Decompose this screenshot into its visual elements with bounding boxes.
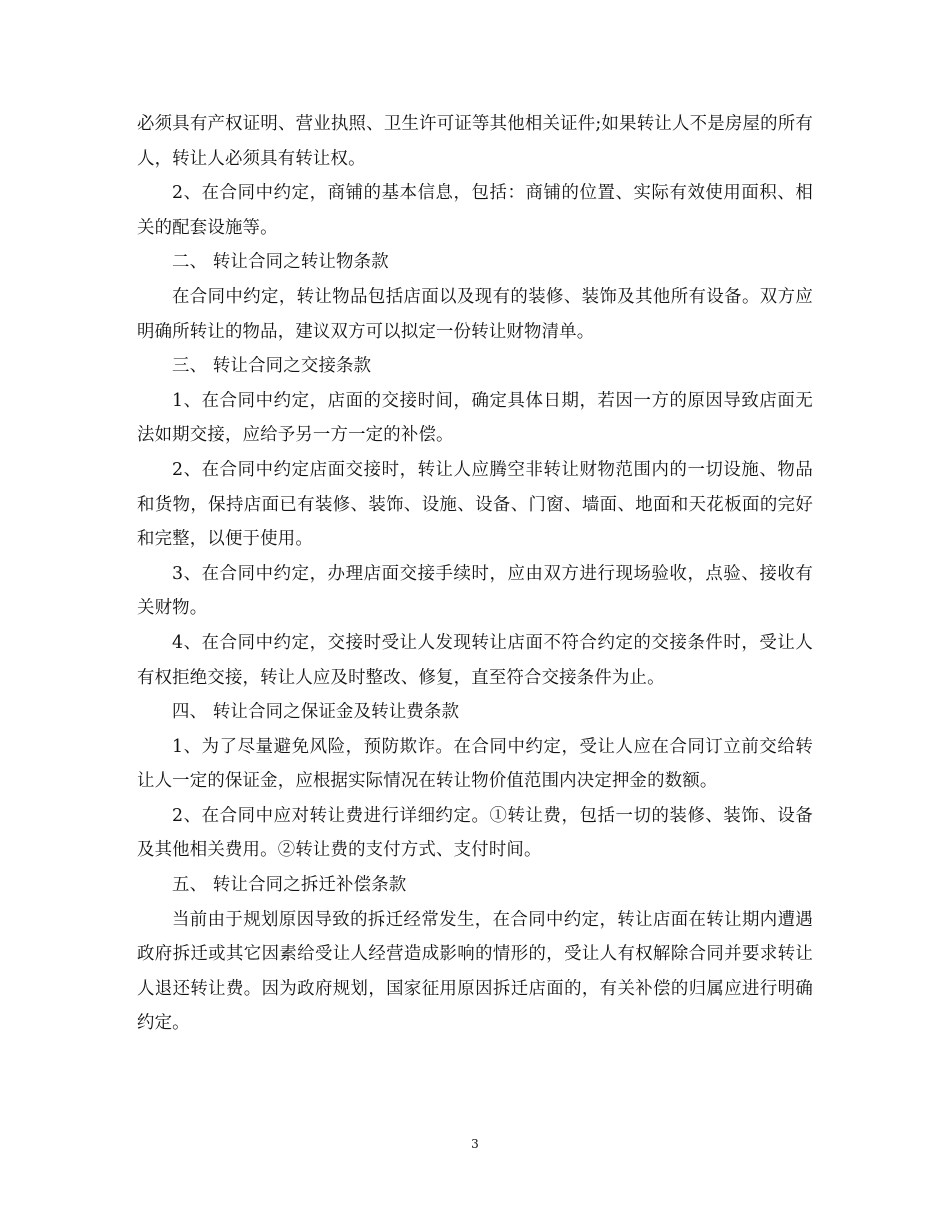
- paragraph-continuation: 必须具有产权证明、营业执照、卫生许可证等其他相关证件;如果转让人不是房屋的所有人，转让人必须具有转让权。: [137, 114, 813, 169]
- paragraph-demolition: 当前由于规划原因导致的拆迁经常发生，在合同中约定，转让店面在转让期内遭遇政府拆迁或其它因素给受让人经营造成影响的情形的，受让人有权解除合同并要求转让人退还转让费。因为政府规划，国家征用原因拆迁店面的，有关补偿的归属应进行明确约定。: [137, 909, 813, 1034]
- paragraph-handover-2: 2、在合同中约定店面交接时，转让人应腾空非转让财物范围内的一切设施、物品和货物，保持店面已有装修、装饰、设施、设备、门窗、墙面、地面和天花板面的完好和完整，以便于使用。: [137, 459, 813, 550]
- page-number: 3: [471, 1137, 479, 1151]
- paragraph-handover-1: 1、在合同中约定，店面的交接时间，确定具体日期，若因一方的原因导致店面无法如期交接，应给予另一方一定的补偿。: [137, 390, 813, 446]
- paragraph-deposit-2: 2、在合同中应对转让费进行详细约定。①转让费，包括一切的装修、装饰、设备及其他相关费用。②转让费的支付方式、支付时间。: [137, 805, 813, 861]
- paragraph-handover-4: 4、在合同中约定，交接时受让人发现转让店面不符合约定的交接条件时，受让人有权拒绝交接，转让人应及时整改、修复，直至符合交接条件为止。: [137, 632, 813, 688]
- section-heading-demolition: 五、 转让合同之拆迁补偿条款: [172, 875, 407, 896]
- paragraph-transfer-items: 在合同中约定，转让物品包括店面以及现有的装修、装饰及其他所有设备。双方应明确所转让的物品，建议双方可以拟定一份转让财物清单。: [137, 286, 813, 342]
- paragraph-deposit-1: 1、为了尽量避免风险，预防欺诈。在合同中约定，受让人应在合同订立前交给转让人一定的保证金，应根据实际情况在转让物价值范围内决定押金的数额。: [137, 736, 813, 792]
- section-heading-transfer-items: 二、 转让合同之转让物条款: [172, 252, 389, 273]
- document-body: [137, 107, 813, 1041]
- section-heading-deposit-fee: 四、 转让合同之保证金及转让费条款: [172, 702, 460, 723]
- section-heading-handover: 三、 转让合同之交接条款: [172, 356, 372, 377]
- paragraph-clause-2-basic-info: 2、在合同中约定，商铺的基本信息，包括：商铺的位置、实际有效使用面积、相关的配套设施等。: [137, 183, 813, 238]
- paragraph-handover-3: 3、在合同中约定，办理店面交接手续时，应由双方进行现场验收，点验、接收有关财物。: [137, 563, 813, 619]
